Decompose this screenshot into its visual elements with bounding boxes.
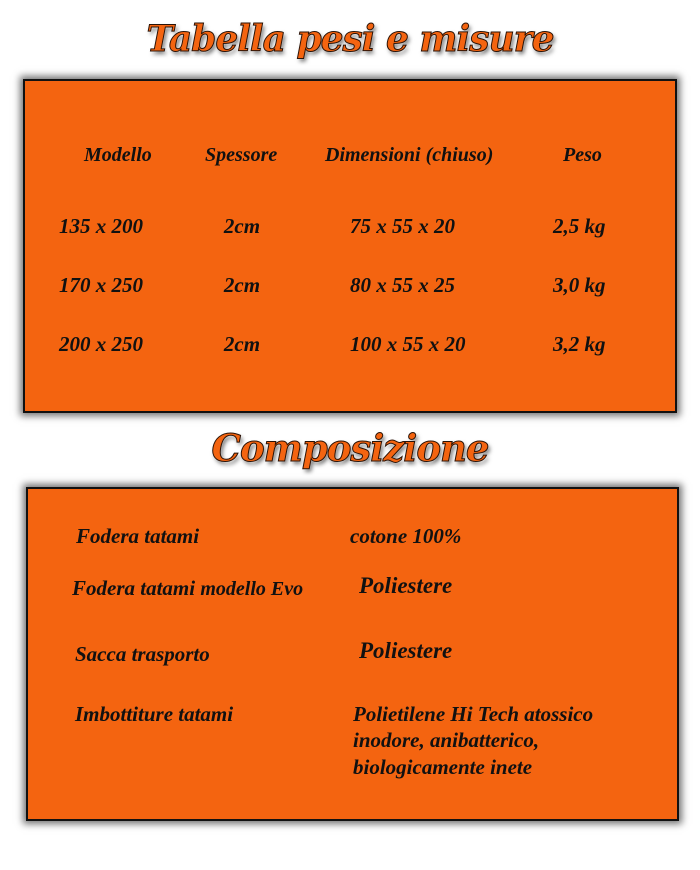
composition-label: Imbottiture tatami <box>75 702 234 726</box>
table-cell-spessore: 2cm <box>223 214 261 238</box>
composition-label: Sacca trasporto <box>75 642 210 666</box>
table-cell-modello: 200 x 250 <box>59 332 143 356</box>
composition-label <box>72 575 303 602</box>
composition-value <box>353 701 593 780</box>
header-spessore: Spessore <box>205 144 278 166</box>
composition-value-line: Polietilene Hi Tech atossico <box>353 702 594 726</box>
page-title: Tabella pesi e misure <box>146 18 554 60</box>
header-modello: Modello <box>84 144 152 166</box>
table-cell-peso: 3,0 kg <box>553 273 606 297</box>
table-cell-peso: 2,5 kg <box>553 214 606 238</box>
table-cell-dimensioni: 75 x 55 x 20 <box>350 214 455 238</box>
table-cell-spessore: 2cm <box>223 273 261 297</box>
composition-value-line: inodore, anibatterico, <box>353 728 540 753</box>
table-cell-dimensioni: 100 x 55 x 20 <box>350 332 466 356</box>
composition-title: Composizione <box>211 426 489 470</box>
composition-panel <box>26 487 679 821</box>
composition-label: Fodera tatami <box>76 524 200 548</box>
header-dimensioni: Dimensioni (chiuso) <box>325 144 494 166</box>
composition-value: cotone 100% <box>350 524 462 548</box>
composition-value-line: biologicamente inete <box>353 754 533 779</box>
composition-value: Poliestere <box>359 638 453 663</box>
composition-value: Poliestere <box>359 573 453 598</box>
weights-measures-table <box>23 79 677 413</box>
table-cell-modello: 170 x 250 <box>59 273 143 297</box>
composition-label-main: Fodera tatami <box>72 576 196 600</box>
table-cell-spessore: 2cm <box>223 332 261 356</box>
table-cell-dimensioni: 80 x 55 x 25 <box>350 273 455 297</box>
table-cell-peso: 3,2 kg <box>553 332 606 356</box>
header-peso: Peso <box>563 144 602 166</box>
composition-label-suffix: modello Evo <box>200 578 304 600</box>
table-cell-modello: 135 x 200 <box>59 214 143 238</box>
